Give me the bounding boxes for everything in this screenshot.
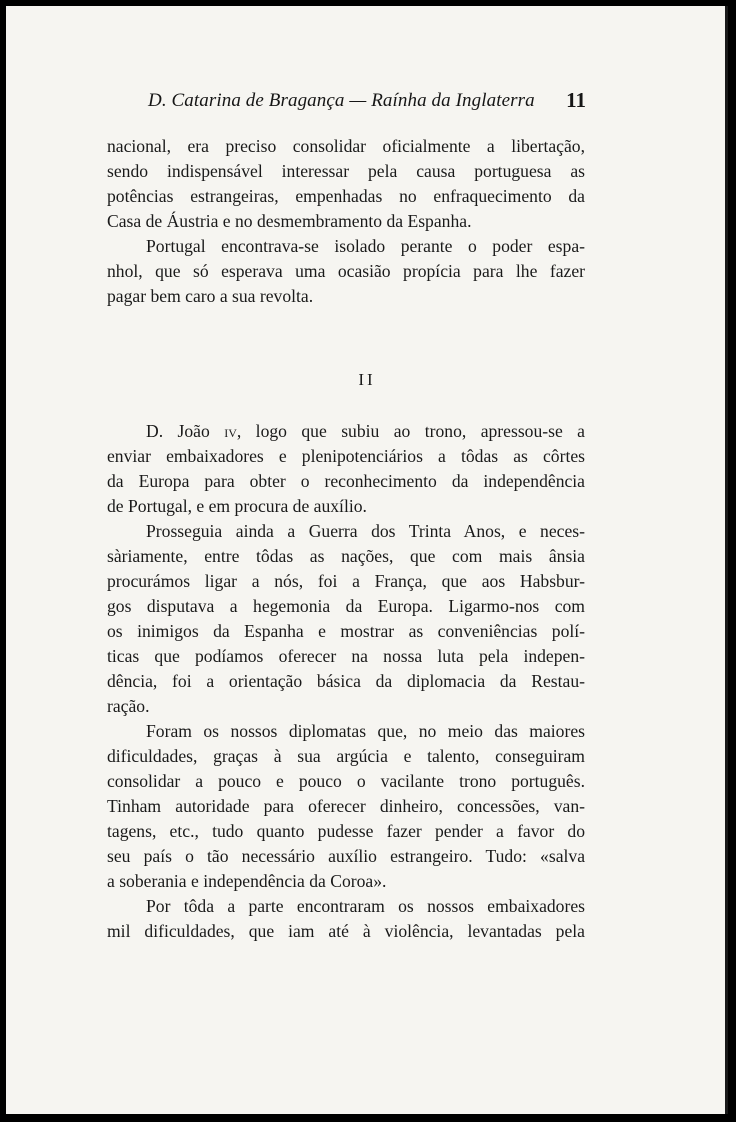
text-line: Prosseguia ainda a Guerra dos Trinta Anos, e neces- — [146, 521, 585, 541]
text-block-main — [107, 419, 585, 944]
text-line: Casa de Áustria e no desmembramento da Espanha. — [107, 211, 472, 231]
text-line: dificuldades, graças à sua argúcia e talento, conseguiram — [107, 746, 585, 766]
text-line: potências estrangeiras, empenhadas no enfraquecimento da — [107, 186, 585, 206]
regnal-number: iv — [224, 421, 237, 441]
text-line: seu país o tão necessário auxílio estrangeiro. Tudo: «salva — [107, 846, 585, 866]
text-line: ração. — [107, 696, 150, 716]
text-line: de Portugal, e em procura de auxílio. — [107, 496, 367, 516]
text-fragment: D. João — [146, 421, 210, 441]
text-line: a soberania e independência da Coroa». — [107, 871, 387, 891]
text-line: dência, foi a orientação básica da diplomacia da Restau- — [107, 671, 585, 691]
page-number: 11 — [566, 88, 586, 112]
text-line: Por tôda a parte encontraram os nossos embaixadores — [146, 896, 585, 916]
page-header — [148, 86, 586, 116]
page-edge-shadow — [725, 6, 728, 1114]
text-line: os inimigos da Espanha e mostrar as conveniências polí- — [107, 621, 585, 641]
text-line: sendo indispensável interessar pela causa portuguesa as — [107, 161, 585, 181]
text-line: nhol, que só esperava uma ocasião propícia para lhe fazer — [107, 261, 585, 281]
text-line: Foram os nossos diplomatas que, no meio das maiores — [146, 721, 585, 741]
text-line: mil dificuldades, que iam até à violência, levantadas pela — [107, 921, 585, 941]
text-line: pagar bem caro a sua revolta. — [107, 286, 314, 306]
text-line — [107, 419, 585, 444]
text-line: sàriamente, entre tôdas as nações, que com mais ânsia — [107, 546, 585, 566]
book-page — [6, 6, 728, 1114]
text-line: gos disputava a hegemonia da Europa. Ligarmo-nos com — [107, 596, 585, 616]
text-line: consolidar a pouco e pouco o vacilante trono português. — [107, 771, 585, 791]
text-line: procurámos ligar a nós, foi a França, que aos Habsbur- — [107, 571, 585, 591]
section-heading: II — [358, 370, 376, 389]
text-line: Portugal encontrava-se isolado perante o poder espa- — [146, 236, 585, 256]
text-line: ticas que podíamos oferecer na nossa luta pela indepen- — [107, 646, 585, 666]
running-title: D. Catarina de Bragança — Raínha da Inglaterra — [148, 90, 535, 111]
text-line: nacional, era preciso consolidar oficialmente a libertação, — [107, 136, 585, 156]
text-block-top — [107, 134, 585, 309]
text-line: enviar embaixadores e plenipotenciários a tôdas as côrtes — [107, 446, 585, 466]
text-line: tagens, etc., tudo quanto pudesse fazer pender a favor do — [107, 821, 585, 841]
text-fragment: , logo que subiu ao trono, apressou-se a — [236, 421, 585, 441]
text-line: da Europa para obter o reconhecimento da independência — [107, 471, 585, 491]
text-line: Tinham autoridade para oferecer dinheiro, concessões, van- — [107, 796, 585, 816]
